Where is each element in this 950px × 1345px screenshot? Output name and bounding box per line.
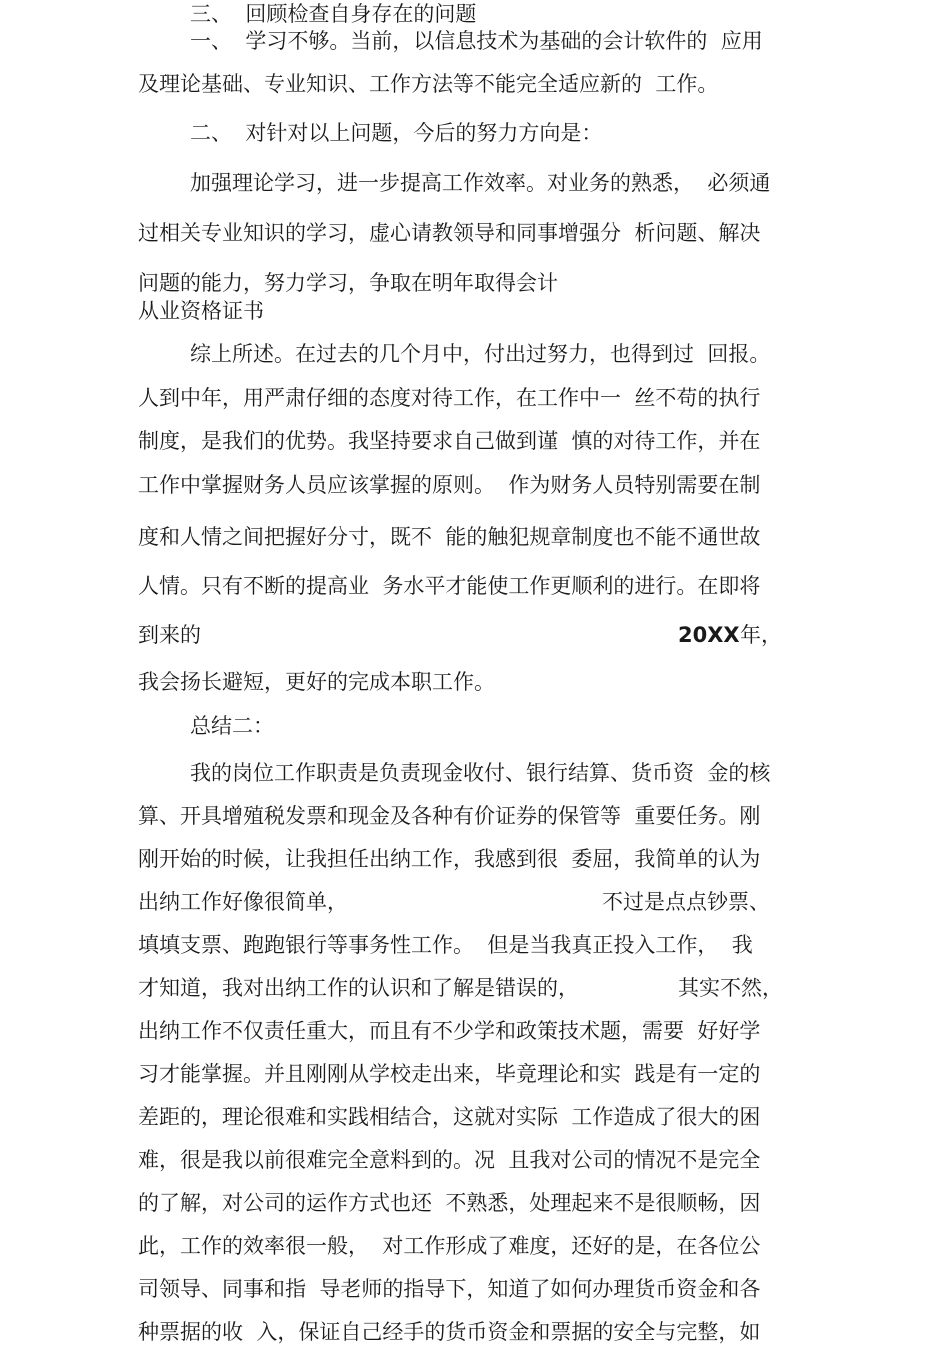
paragraph-line: 填填支票、跑跑银行等事务性工作。 但是当我真正投入工作， 我 — [138, 933, 753, 957]
paragraph-line: 度和人情之间把握好分寸，既不 能的触犯规章制度也不能不通世故 — [138, 525, 761, 549]
paragraph-line: 难，很是我以前很难完全意料到的。况 且我对公司的情况不是完全 — [138, 1148, 761, 1172]
paragraph-line: 人情。只有不断的提高业 务水平才能使工作更顺利的进行。在即将 — [138, 574, 761, 598]
paragraph-line: 其实不然， — [678, 976, 783, 1000]
paragraph-line: 不过是点点钞票、 — [602, 890, 770, 914]
paragraph-line: 此，工作的效率很一般， 对工作形成了难度，还好的是，在各位公 — [138, 1234, 761, 1258]
paragraph-line: 种票据的收 入，保证自己经手的货币资金和票据的安全与完整，如 — [138, 1320, 761, 1344]
paragraph-line: 的了解，对公司的运作方式也还 不熟悉，处理起来不是很顺畅，因 — [138, 1191, 761, 1215]
paragraph-line: 加强理论学习，进一步提高工作效率。对业务的熟悉， 必须通 — [190, 171, 771, 195]
paragraph-line: 我会扬长避短，更好的完成本职工作。 — [138, 670, 495, 694]
paragraph-line: 制度，是我们的优势。我坚持要求自己做到谨 慎的对待工作，并在 — [138, 429, 761, 453]
paragraph-line: 问题的能力，努力学习，争取在明年取得会计 — [138, 271, 558, 295]
paragraph-line: 工作中掌握财务人员应该掌握的原则。 作为财务人员特别需要在制 — [138, 473, 761, 497]
paragraph-line: 综上所述。在过去的几个月中，付出过努力，也得到过 回报。 — [190, 342, 771, 366]
paragraph-line: 刚开始的时候，让我担任出纳工作，我感到很 委屈，我简单的认为 — [138, 847, 761, 871]
paragraph-line: 年， — [740, 623, 782, 647]
paragraph-line: 一、 学习不够。当前，以信息技术为基础的会计软件的 应用 — [190, 29, 763, 53]
paragraph-line: 到来的 — [138, 623, 201, 647]
section-heading-summary-2: 总结二： — [190, 714, 274, 738]
paragraph-line: 算、开具增殖税发票和现金及各种有价证券的保管等 重要任务。刚 — [138, 804, 761, 828]
paragraph-line: 过相关专业知识的学习，虚心请教领导和同事增强分 析问题、解决 — [138, 221, 761, 245]
paragraph-line: 习才能掌握。并且刚刚从学校走出来，毕竟理论和实 践是有一定的 — [138, 1062, 761, 1086]
paragraph-line: 我的岗位工作职责是负责现金收付、银行结算、货币资 金的核 — [190, 761, 771, 785]
paragraph-line: 及理论基础、专业知识、工作方法等不能完全适应新的 工作。 — [138, 72, 719, 96]
paragraph-line: 二、 对针对以上问题，今后的努力方向是： — [190, 121, 603, 145]
paragraph-line: 才知道，我对出纳工作的认识和了解是错误的， — [138, 976, 579, 1000]
paragraph-line: 司领导、同事和指 导老师的指导下，知道了如何办理货币资金和各 — [138, 1277, 761, 1301]
paragraph-line: 出纳工作好像很简单， — [138, 890, 348, 914]
section-heading-3: 三、 回顾检查自身存在的问题 — [190, 2, 477, 26]
paragraph-line: 从业资格证书 — [138, 299, 264, 323]
paragraph-line: 差距的，理论很难和实践相结合，这就对实际 工作造成了很大的困 — [138, 1105, 761, 1129]
paragraph-line: 人到中年，用严肃仔细的态度对待工作，在工作中一 丝不苟的执行 — [138, 386, 761, 410]
paragraph-line: 出纳工作不仅责任重大，而且有不少学和政策技术题，需要 好好学 — [138, 1019, 761, 1043]
year-placeholder: 20XX — [678, 623, 740, 647]
